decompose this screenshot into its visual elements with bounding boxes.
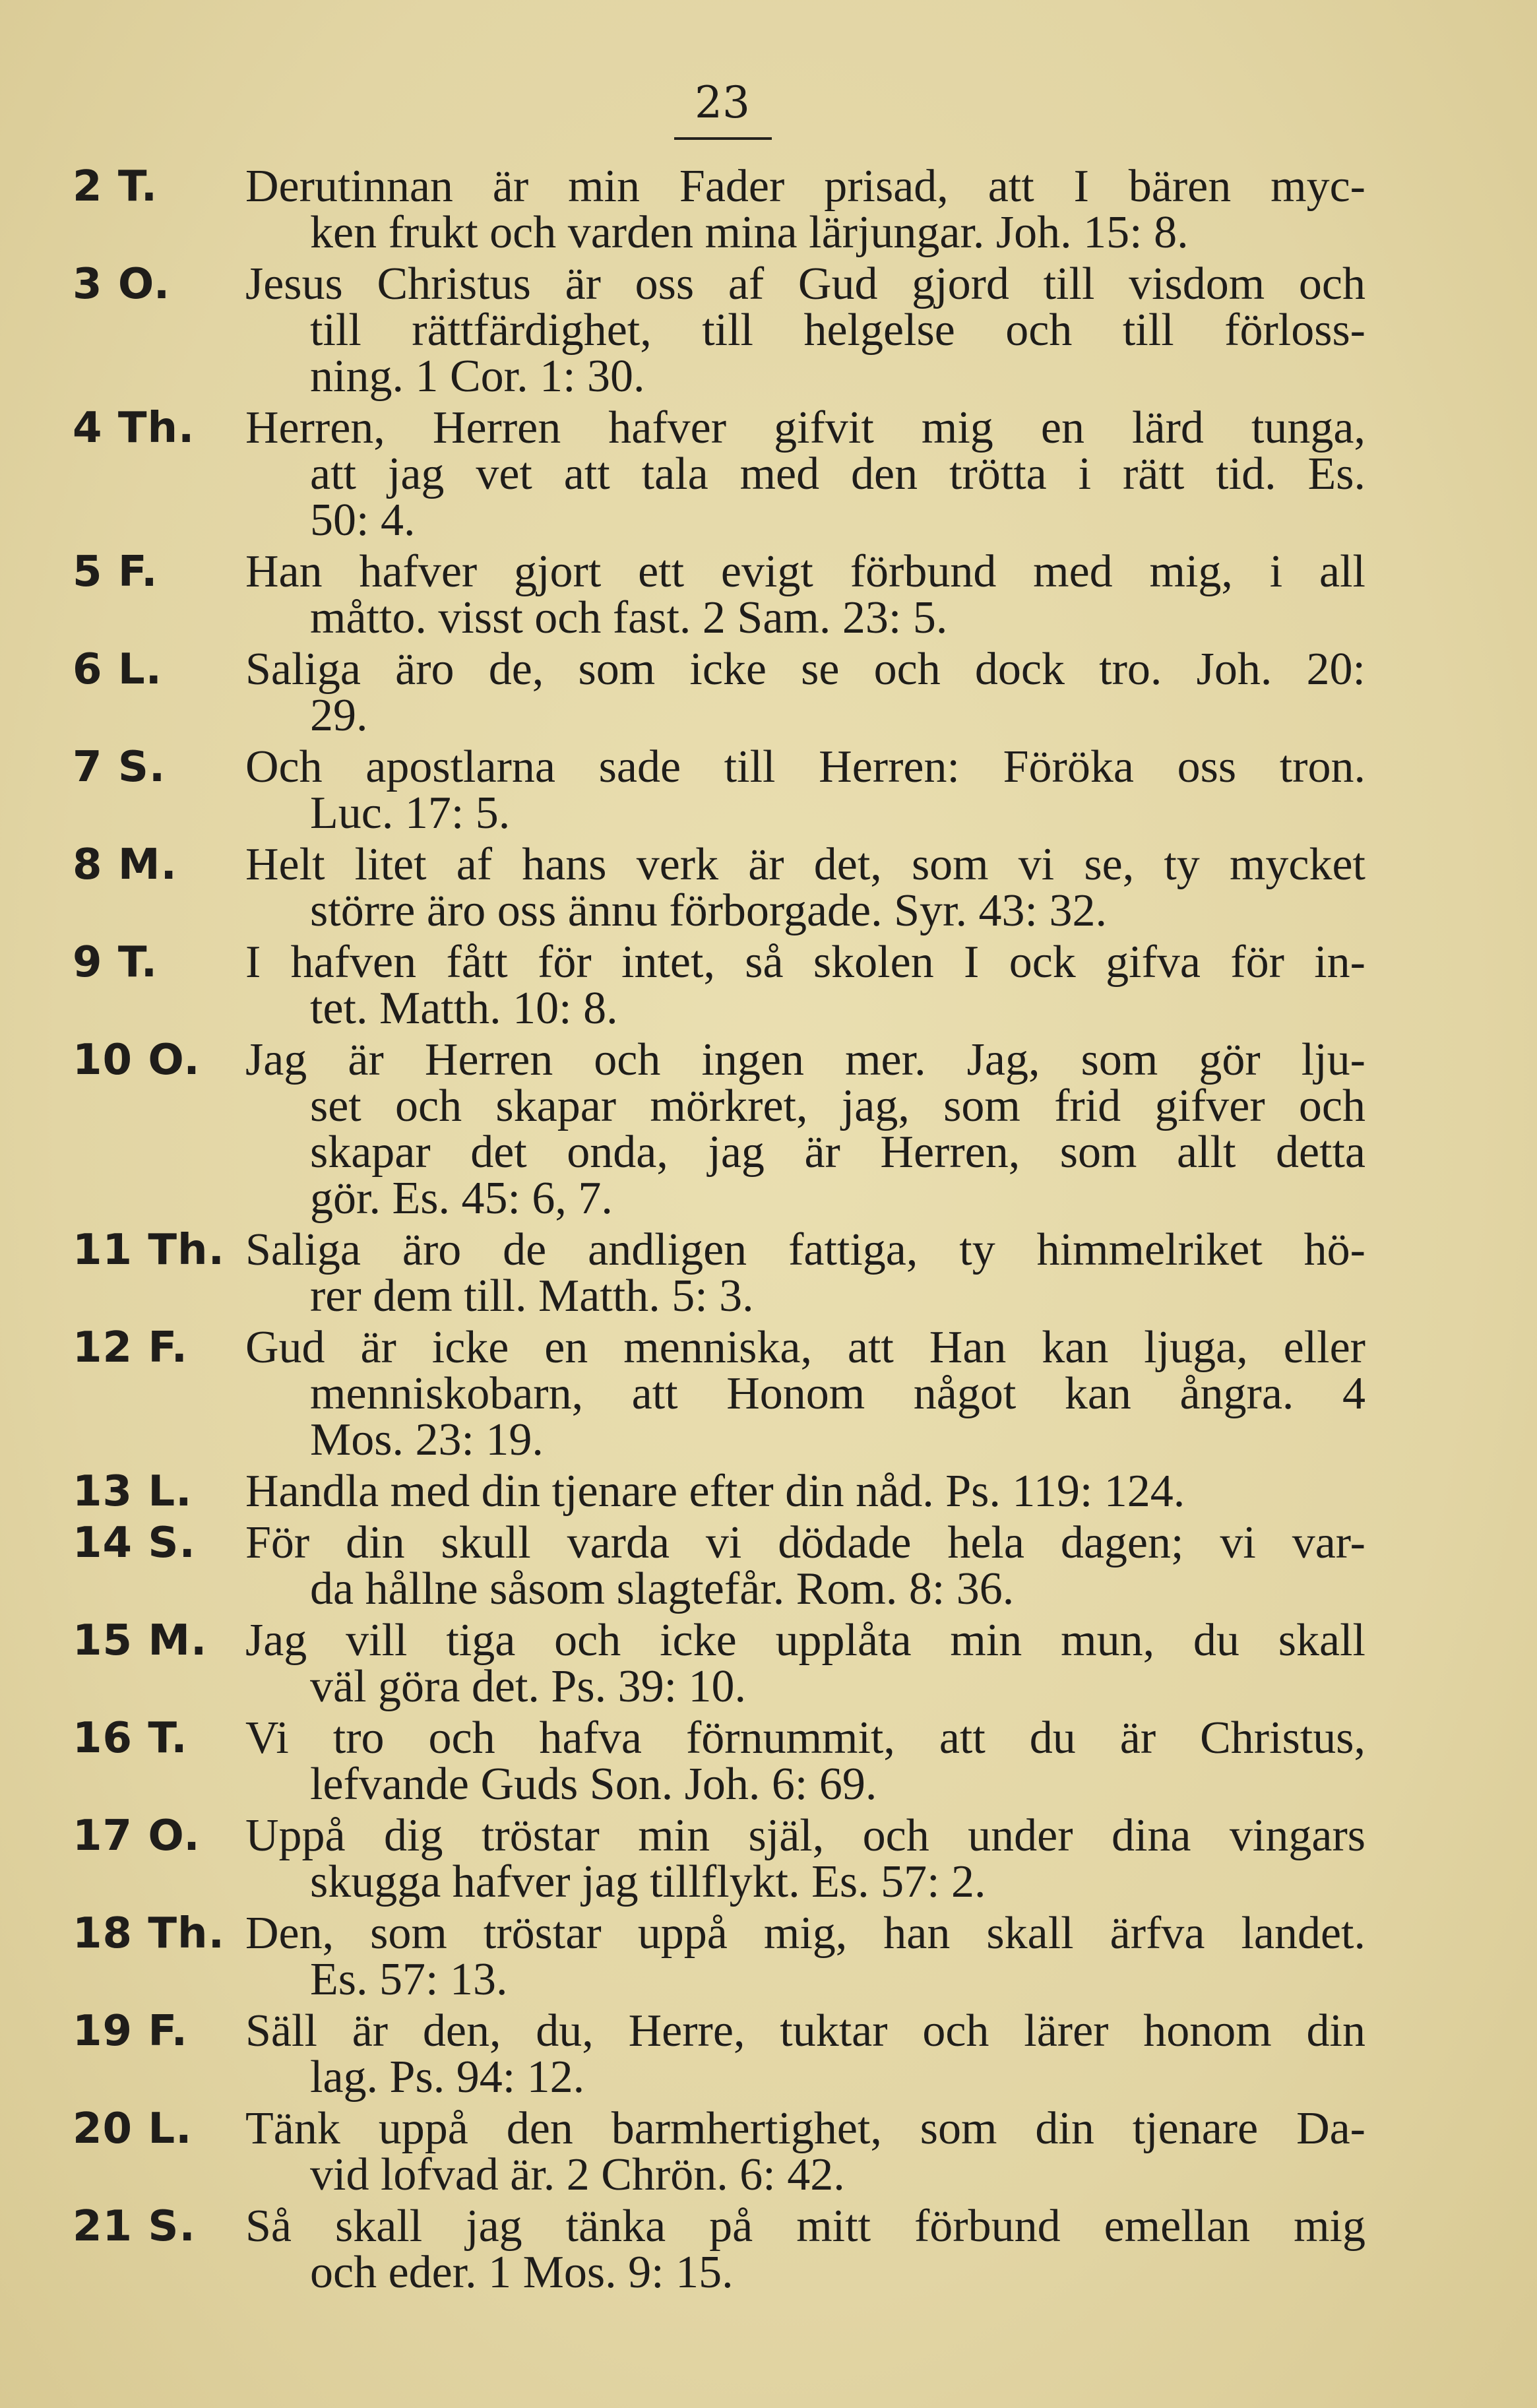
calendar-entry <box>73 546 1365 643</box>
verse-line: Handla med din tjenare efter din nåd. Ps. 119: 124. <box>245 1466 1185 1517</box>
verse-line: Es. 57: 13. <box>310 1954 508 2005</box>
entry-verse <box>245 839 1365 936</box>
entry-verse <box>245 1715 1365 1808</box>
verse-line: 29. <box>310 690 368 741</box>
entry-verse <box>245 2203 1365 2296</box>
verse-line: skugga hafver jag tillflykt. Es. 57: 2. <box>310 1856 986 1907</box>
calendar-entry <box>73 644 1365 741</box>
calendar-entry <box>73 839 1365 936</box>
calendar-entry <box>73 1466 1365 1517</box>
verse-line: För din skull varda vi dödade hela dagen; vi var- <box>245 1517 1365 1568</box>
entry-date: 16 T. <box>73 1714 188 1763</box>
calendar-entry <box>73 2103 1365 2200</box>
entry-verse <box>245 261 1365 400</box>
entry-date: 2 T. <box>73 162 158 211</box>
verse-line: skapar det onda, jag är Herren, som allt detta <box>310 1127 1365 1178</box>
entry-verse <box>245 1908 1365 2005</box>
verse-line: ning. 1 Cor. 1: 30. <box>310 351 645 402</box>
verse-line: Herren, Herren hafver gifvit mig en lärd tunga, <box>245 402 1365 453</box>
entry-date: 8 M. <box>73 840 177 889</box>
verse-line: Mos. 23: 19. <box>310 1414 544 1465</box>
entry-verse <box>245 1466 1365 1517</box>
verse-line: Luc. 17: 5. <box>310 788 511 839</box>
entry-date: 18 Th. <box>73 1909 225 1958</box>
calendar-entry <box>73 1615 1365 1712</box>
verse-line: Jag vill tiga och icke upplåta min mun, du skall <box>245 1615 1365 1666</box>
calendar-entry <box>73 1908 1365 2005</box>
verse-line: till rättfärdighet, till helgelse och till förloss- <box>310 305 1365 356</box>
entry-verse <box>245 2008 1365 2101</box>
verse-line: 50: 4. <box>310 495 416 546</box>
verse-line: måtto. visst och fast. 2 Sam. 23: 5. <box>310 592 948 643</box>
entry-date: 17 O. <box>73 1812 201 1860</box>
verse-line: Saliga äro de andligen fattiga, ty himmelriket hö- <box>245 1224 1365 1275</box>
verse-line: tet. Matth. 10: 8. <box>310 983 618 1034</box>
verse-line: I hafven fått för intet, så skolen I ock gifva för in- <box>245 937 1365 988</box>
verse-line: Vi tro och hafva förnummit, att du är Christus, <box>245 1713 1365 1763</box>
calendar-entry <box>73 1034 1365 1224</box>
calendar-entry <box>73 402 1365 546</box>
verse-line: Tänk uppå den barmhertighet, som din tjenare Da- <box>245 2103 1365 2154</box>
verse-line: Och apostlarna sade till Herren: Föröka oss tron. <box>245 742 1365 792</box>
verse-line: lefvande Guds Son. Joh. 6: 69. <box>310 1759 877 1810</box>
entry-date: 12 F. <box>73 1323 188 1372</box>
verse-line: da hållne såsom slagtefår. Rom. 8: 36. <box>310 1564 1015 1614</box>
calendar-entry <box>73 2203 1365 2296</box>
entry-date: 15 M. <box>73 1616 208 1665</box>
entry-verse <box>245 402 1365 546</box>
entry-date: 21 S. <box>73 2202 196 2251</box>
verse-line: Gud är icke en menniska, att Han kan ljuga, eller <box>245 1322 1365 1373</box>
verse-line: gör. Es. 45: 6, 7. <box>310 1173 613 1224</box>
entry-verse <box>245 1034 1365 1224</box>
entry-verse <box>245 744 1365 837</box>
entry-verse <box>245 161 1365 258</box>
entry-date: 11 Th. <box>73 1226 225 1275</box>
entry-date: 3 O. <box>73 260 171 309</box>
verse-line: Så skall jag tänka på mitt förbund emellan mig <box>245 2201 1365 2252</box>
entry-verse <box>245 1224 1365 1321</box>
verse-line: set och skapar mörkret, jag, som frid gifver och <box>310 1081 1365 1131</box>
entry-verse <box>245 2103 1365 2200</box>
verse-line: Säll är den, du, Herre, tuktar och lärer honom din <box>245 2006 1365 2056</box>
verse-line: Saliga äro de, som icke se och dock tro. Joh. 20: <box>245 644 1365 695</box>
calendar-entry <box>73 161 1365 258</box>
entry-verse <box>245 1615 1365 1712</box>
calendar-entry <box>73 2008 1365 2101</box>
verse-line: menniskobarn, att Honom något kan ångra. 4 <box>310 1368 1365 1419</box>
verse-line: väl göra det. Ps. 39: 10. <box>310 1661 747 1712</box>
calendar-entries <box>73 161 1365 2301</box>
verse-line: Jesus Christus är oss af Gud gjord till visdom och <box>245 259 1365 309</box>
verse-line: Den, som tröstar uppå mig, han skall ärfva landet. <box>245 1908 1365 1959</box>
verse-line: Jag är Herren och ingen mer. Jag, som gör lju- <box>245 1034 1365 1085</box>
calendar-entry <box>73 1715 1365 1808</box>
calendar-entry <box>73 1322 1365 1465</box>
calendar-entry <box>73 1810 1365 1907</box>
verse-line: rer dem till. Matth. 5: 3. <box>310 1271 754 1321</box>
entry-date: 20 L. <box>73 2105 193 2153</box>
calendar-entry <box>73 744 1365 837</box>
verse-line: Han hafver gjort ett evigt förbund med mig, i all <box>245 546 1365 597</box>
entry-verse <box>245 1322 1365 1465</box>
verse-line: större äro oss ännu förborgade. Syr. 43: 32. <box>310 885 1107 936</box>
calendar-entry <box>73 1224 1365 1321</box>
verse-line: Uppå dig tröstar min själ, och under dina vingars <box>245 1810 1365 1861</box>
verse-line: Helt litet af hans verk är det, som vi se, ty mycket <box>245 839 1365 890</box>
calendar-entry <box>73 939 1365 1032</box>
entry-verse <box>245 1517 1365 1614</box>
verse-line: ken frukt och varden mina lärjungar. Joh. 15: 8. <box>310 207 1189 258</box>
entry-date: 4 Th. <box>73 404 195 453</box>
page-number: 23 <box>695 77 750 128</box>
verse-line: och eder. 1 Mos. 9: 15. <box>310 2247 734 2298</box>
entry-verse <box>245 644 1365 741</box>
entry-verse <box>245 939 1365 1032</box>
calendar-entry <box>73 1517 1365 1614</box>
entry-verse <box>245 546 1365 643</box>
entry-date: 14 S. <box>73 1519 196 1568</box>
entry-verse <box>245 1810 1365 1907</box>
entry-date: 19 F. <box>73 2007 188 2056</box>
entry-date: 6 L. <box>73 645 162 694</box>
entry-date: 5 F. <box>73 548 158 596</box>
verse-line: att jag vet att tala med den trötta i rätt tid. Es. <box>310 449 1365 499</box>
calendar-entry <box>73 261 1365 400</box>
entry-date: 9 T. <box>73 938 158 987</box>
page-number-rule <box>674 137 772 140</box>
verse-line: Derutinnan är min Fader prisad, att I bären myc- <box>245 161 1365 212</box>
verse-line: vid lofvad är. 2 Chrön. 6: 42. <box>310 2149 845 2200</box>
entry-date: 7 S. <box>73 743 166 792</box>
entry-date: 10 O. <box>73 1036 201 1085</box>
verse-line: lag. Ps. 94: 12. <box>310 2052 585 2103</box>
entry-date: 13 L. <box>73 1467 193 1516</box>
